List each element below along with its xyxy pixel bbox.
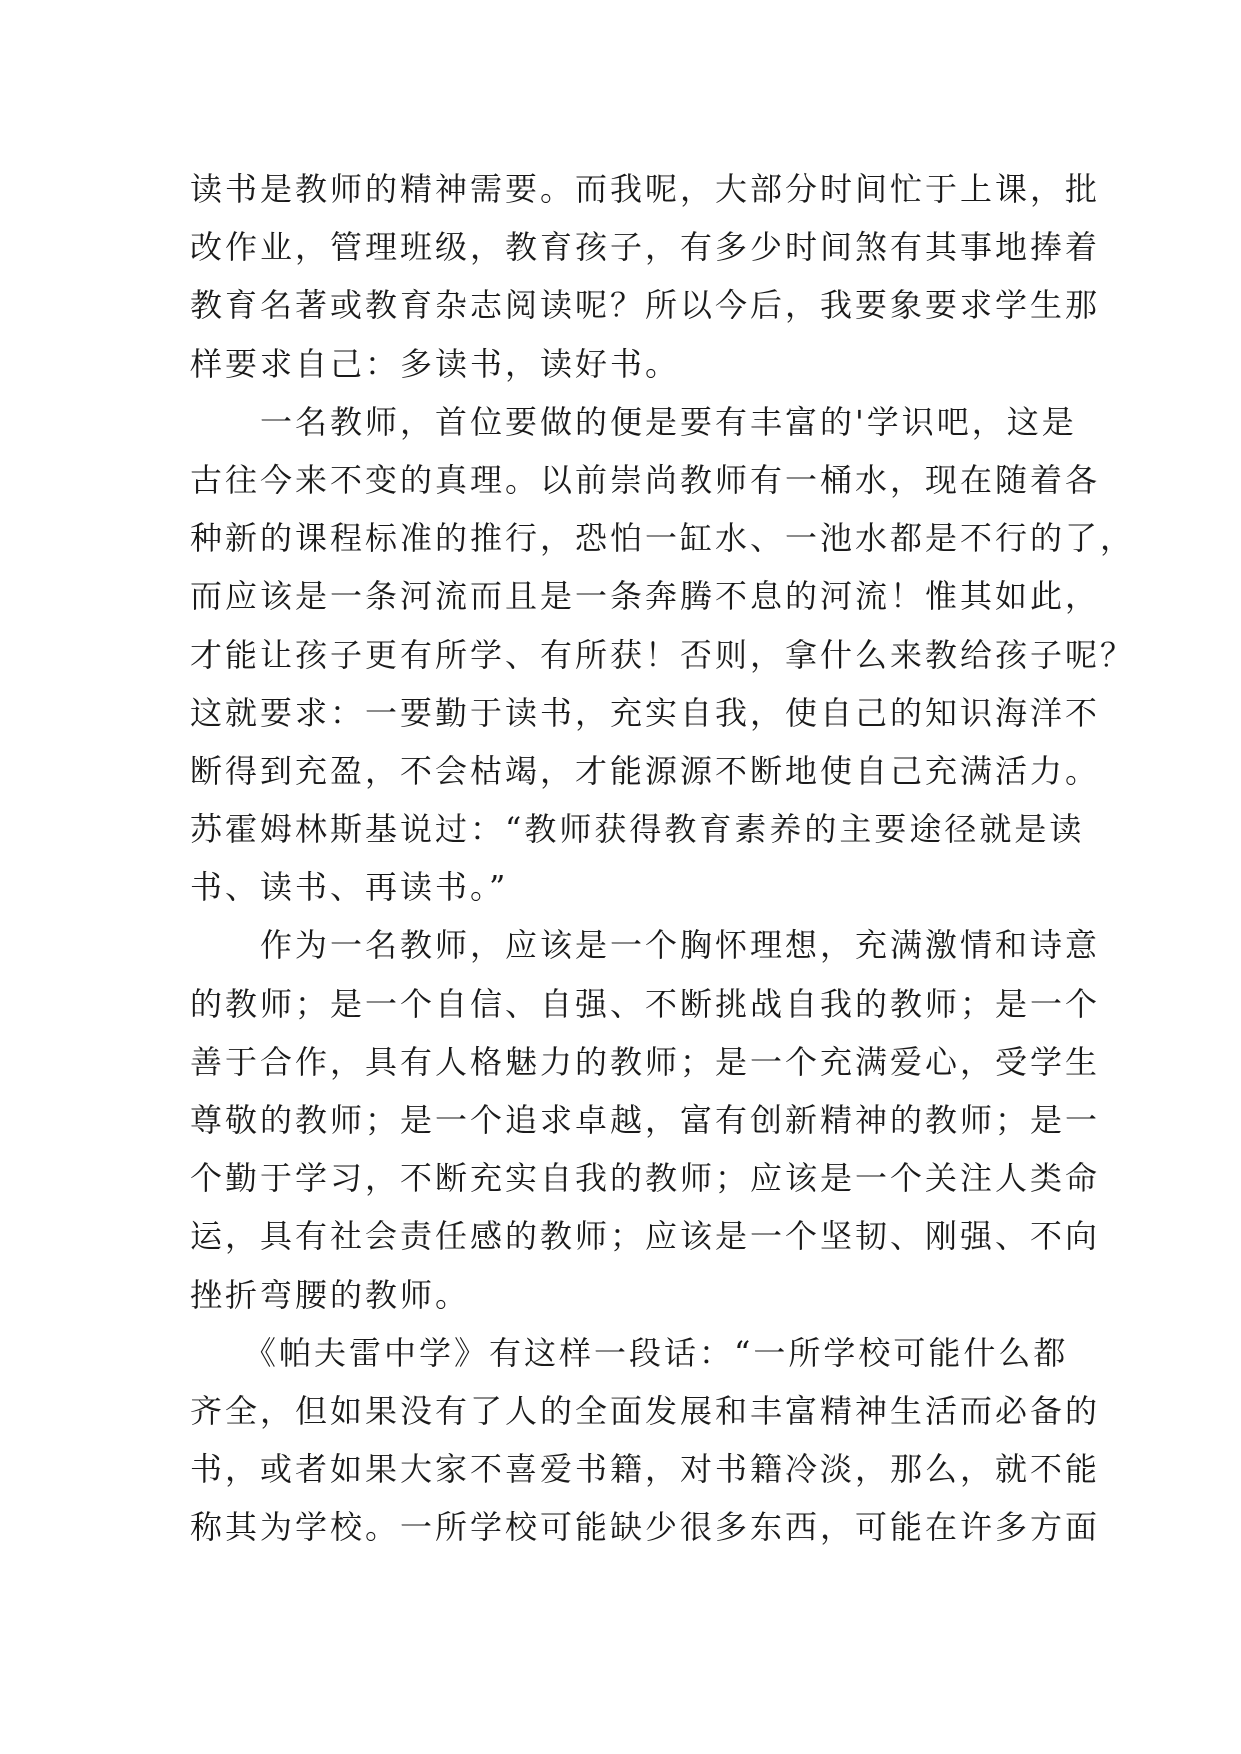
text-line: 齐全，但如果没有了人的全面发展和丰富精神生活而必备的 — [190, 1391, 1101, 1430]
text-line: 称其为学校。一所学校可能缺少很多东西，可能在许多方面 — [190, 1508, 1101, 1547]
text-line: 运，具有社会责任感的教师；应该是一个坚韧、刚强、不向 — [190, 1217, 1101, 1256]
text-line: 个勤于学习，不断充实自我的教师；应该是一个关注人类命 — [190, 1159, 1101, 1198]
text-line: 作为一名教师，应该是一个胸怀理想，充满激情和诗意 — [190, 926, 1101, 965]
body-text — [190, 160, 1136, 1557]
text-line: 读书是教师的精神需要。而我呢，大部分时间忙于上课，批 — [190, 170, 1101, 208]
text-line: 书，或者如果大家不喜爱书籍，对书籍冷淡，那么，就不能 — [190, 1450, 1101, 1489]
text-line: 的教师；是一个自信、自强、不断挑战自我的教师；是一个 — [190, 984, 1101, 1023]
text-line: 《帕夫雷中学》有这样一段话：“一所学校可能什么都 — [190, 1333, 1069, 1372]
text-line: 教育名著或教育杂志阅读呢？所以今后，我要象要求学生那 — [190, 286, 1101, 325]
text-line: 挫折弯腰的教师。 — [190, 1275, 471, 1314]
text-line: 善于合作，具有人格魅力的教师；是一个充满爱心，受学生 — [190, 1042, 1101, 1081]
text-line: 书、读书、再读书。” — [190, 868, 509, 907]
text-line: 而应该是一条河流而且是一条奔腾不息的河流！惟其如此， — [190, 577, 1101, 616]
text-line: 断得到充盈，不会枯竭，才能源源不断地使自己充满活力。 — [190, 751, 1101, 790]
text-line: 尊敬的教师；是一个追求卓越，富有创新精神的教师；是一 — [190, 1101, 1101, 1139]
text-line: 一名教师，首位要做的便是要有丰富的'学识吧，这是 — [190, 402, 1077, 441]
text-line: 样要求自己：多读书，读好书。 — [190, 344, 681, 383]
text-line: 古往今来不变的真理。以前崇尚教师有一桶水，现在随着各 — [190, 460, 1101, 499]
text-line: 苏霍姆林斯基说过：“教师获得教育素养的主要途径就是读 — [190, 810, 1085, 849]
text-line: 改作业，管理班级，教育孩子，有多少时间煞有其事地捧着 — [190, 228, 1101, 267]
text-line: 才能让孩子更有所学、有所获！否则，拿什么来教给孩子呢？ — [190, 635, 1136, 674]
text-line: 这就要求：一要勤于读书，充实自我，使自己的知识海洋不 — [190, 693, 1101, 732]
text-line: 种新的课程标准的推行，恐怕一缸水、一池水都是不行的了， — [190, 519, 1136, 558]
